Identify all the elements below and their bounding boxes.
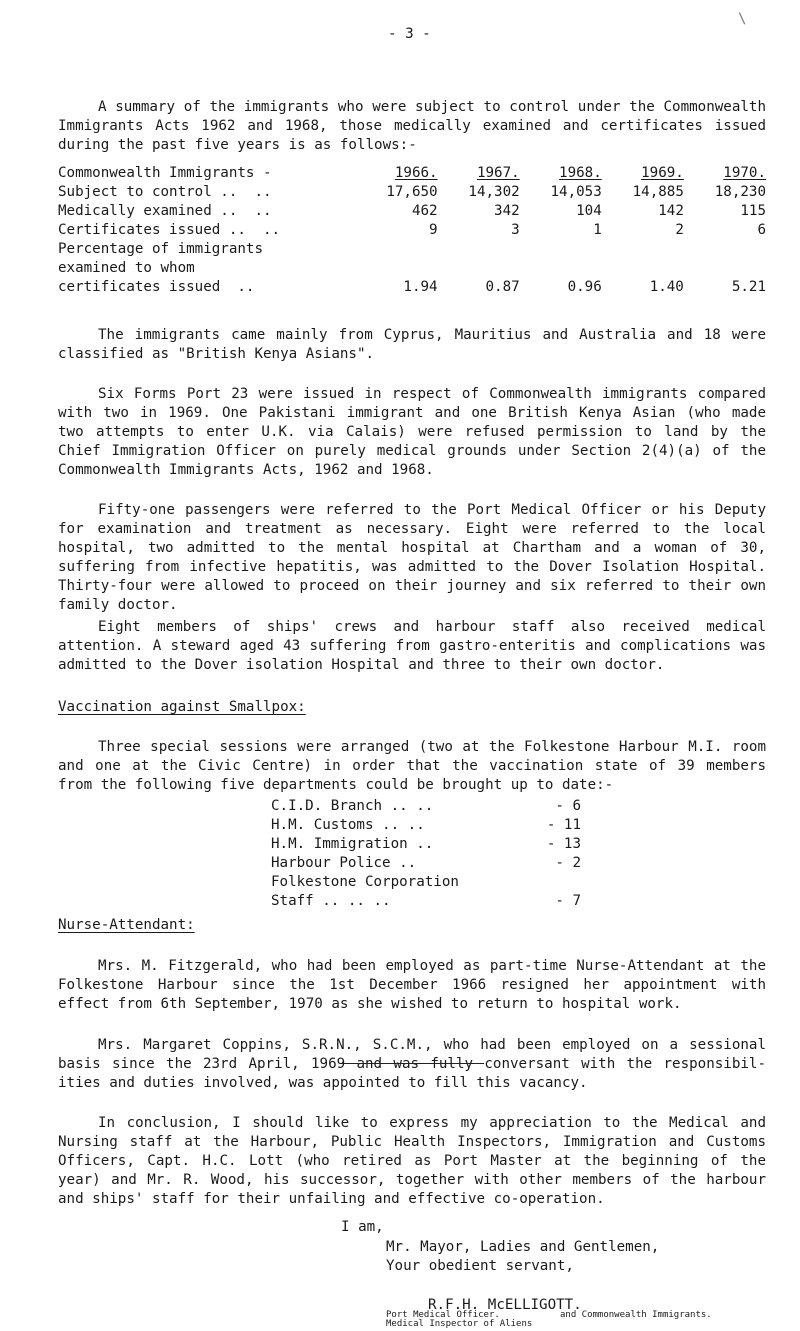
table-cell: 0.87 <box>485 279 520 295</box>
department-count: - 2 <box>555 855 581 871</box>
table-cell: 3 <box>511 222 520 238</box>
table-row <box>58 221 766 240</box>
table-row <box>58 183 766 202</box>
list-item <box>271 835 581 854</box>
table-cell: 18,230 <box>714 184 766 200</box>
table-cell: 1.94 <box>403 279 438 295</box>
table-cell: 462 <box>411 203 438 219</box>
paragraph-text: The immigrants came mainly from Cyprus, Mauritius and Australia and 18 were classified as "British Kenya Asians". <box>58 327 766 362</box>
summary-table <box>58 164 766 297</box>
paragraph-text: Mrs. Margaret Coppins, S.R.N., S.C.M., who had been employed on a sessional basis since the 23rd April, 1969 and was fully conversant with the responsibil-ities and duties involved, was appointed to fill this vacancy. <box>58 1037 766 1091</box>
pct-label-line: examined to whom <box>58 260 195 276</box>
row-label: Medically examined .. <box>58 203 238 219</box>
intro-paragraph <box>58 98 766 155</box>
signatory-title-1: Port Medical Officer. <box>386 1310 500 1320</box>
row-label: Subject to control .. <box>58 184 238 200</box>
paragraph-text: Mrs. M. Fitzgerald, who had been employed as part-time Nurse-Attendant at the Folkestone Harbour since the 1st December 1966 resigned her appointment with effect from 6th September, 1970 as she wished to return to hospital work. <box>58 958 766 1012</box>
paragraph-text: In conclusion, I should like to express my appreciation to the Medical and Nursing staff at the Harbour, Public Health Inspectors, Immigration and Customs Officers, Capt. H.C. Lott (who retired as Port Master at the beginning of the year) and Mr. R. Wood, his successor, together with other members of the harbour and ships' staff for their unfailing and effective co-operation. <box>58 1115 766 1207</box>
heading-vaccination: Vaccination against Smallpox: <box>58 699 306 715</box>
heading-nurse: Nurse-Attendant: <box>58 917 195 933</box>
table-cell: 342 <box>494 203 520 219</box>
table-cell: 115 <box>740 203 766 219</box>
table-row <box>58 202 766 221</box>
row-label: Certificates issued .. <box>58 222 246 238</box>
paragraph-text: Eight members of ships' crews and harbour staff also received medical attention. A steward aged 43 suffering from gastro-enteritis and complications was admitted to the Dover isolation Hospital and three to their own doctor. <box>58 619 766 673</box>
row-dots: .. <box>237 279 255 295</box>
intro-text: A summary of the immigrants who were subject to control under the Commonwealth Immigrants Acts 1962 and 1968, those medically examined and certificates issued during the past five years is as follows:- <box>58 99 766 153</box>
department-count: - 6 <box>555 798 581 814</box>
pct-label-line: certificates issued <box>58 279 221 295</box>
signatory-titles <box>386 1311 532 1329</box>
row-dots: .. <box>263 222 281 238</box>
table-cell: 14,302 <box>468 184 520 200</box>
department-name: Harbour Police .. <box>271 855 417 871</box>
table-cell: 14,053 <box>550 184 602 200</box>
paragraph-text: Fifty-one passengers were referred to the Port Medical Officer or his Deputy for examination and treatment as necessary. Eight were referred to the local hospital, two admitted to the mental hospital at Chartham and a woman of 30, suffering from infective hepatitis, was admitted to the Dover Isolation Hospital. Thirty-four were allowed to proceed on their journey and six referred to their own family doctor. <box>58 502 766 613</box>
signatory-title-2: Medical Inspector of Aliens <box>386 1319 533 1329</box>
divider <box>340 1063 484 1064</box>
department-list <box>271 797 581 911</box>
paragraph <box>58 1036 766 1093</box>
row-dots: .. <box>254 184 272 200</box>
table-cell: 14,885 <box>632 184 684 200</box>
list-item <box>271 873 581 892</box>
paragraph <box>58 1114 766 1209</box>
table-heading: Commonwealth Immigrants - <box>58 165 272 181</box>
year-header: 1970. <box>723 165 766 181</box>
paragraph <box>58 501 766 615</box>
table-cell: 1.40 <box>649 279 684 295</box>
year-header: 1967. <box>476 165 520 181</box>
department-name: Folkestone Corporation <box>271 874 459 890</box>
paragraph <box>58 385 766 480</box>
table-cell: 17,650 <box>386 184 438 200</box>
table-cell: 6 <box>757 222 766 238</box>
page-number: - 3 - <box>388 26 431 42</box>
table-cell: 104 <box>576 203 602 219</box>
table-cell: 2 <box>675 222 684 238</box>
section-heading <box>58 916 766 935</box>
table-cell: 9 <box>429 222 438 238</box>
department-name: Staff .. .. .. <box>271 893 391 909</box>
department-name: H.M. Customs .. .. <box>271 817 425 833</box>
paragraph <box>58 738 766 795</box>
department-count: - 7 <box>555 893 581 909</box>
year-header: 1966. <box>394 165 438 181</box>
paragraph <box>58 957 766 1014</box>
margin-mark: \ <box>738 11 747 27</box>
table-cell: 142 <box>658 203 684 219</box>
list-item <box>271 892 581 911</box>
closing-servant: Your obedient servant, <box>386 1258 574 1274</box>
department-count <box>541 873 581 892</box>
paragraph-text: Three special sessions were arranged (two at the Folkestone Harbour M.I. room and one at the Civic Centre) in order that the vaccination state of 39 members from the following five departments could be brought up to date:- <box>58 739 766 793</box>
list-item <box>271 854 581 873</box>
signatory-title-3: and Commonwealth Immigrants. <box>560 1310 712 1320</box>
closing-i-am: I am, <box>341 1219 384 1235</box>
table-cell: 1 <box>593 222 602 238</box>
department-count: - 13 <box>546 836 581 852</box>
year-header: 1969. <box>641 165 684 181</box>
list-item <box>271 797 581 816</box>
closing-salutation: Mr. Mayor, Ladies and Gentlemen, <box>386 1239 660 1255</box>
department-count: - 11 <box>546 817 581 833</box>
paragraph <box>58 326 766 364</box>
table-cell: 5.21 <box>731 279 766 295</box>
table-cell: 0.96 <box>567 279 602 295</box>
list-item <box>271 816 581 835</box>
section-heading <box>58 698 766 717</box>
department-name: C.I.D. Branch .. .. <box>271 798 434 814</box>
pct-label-line: Percentage of immigrants <box>58 241 263 257</box>
paragraph-text: Six Forms Port 23 were issued in respect of Commonwealth immigrants compared with two in 1969. One Pakistani immigrant and one British Kenya Asian (who made two attempts to enter U.K. via Calais) were refused permission to land by the Chief Immigration Officer on purely medical grounds under Section 2(4)(a) of the Commonwealth Immigrants Acts, 1962 and 1968. <box>58 386 766 478</box>
signatory-name: R.F.H. McELLIGOTT. <box>428 1297 582 1313</box>
paragraph <box>58 618 766 675</box>
table-row <box>58 278 766 297</box>
row-dots: .. <box>254 203 272 219</box>
department-name: H.M. Immigration .. <box>271 836 434 852</box>
year-header: 1968. <box>559 165 602 181</box>
